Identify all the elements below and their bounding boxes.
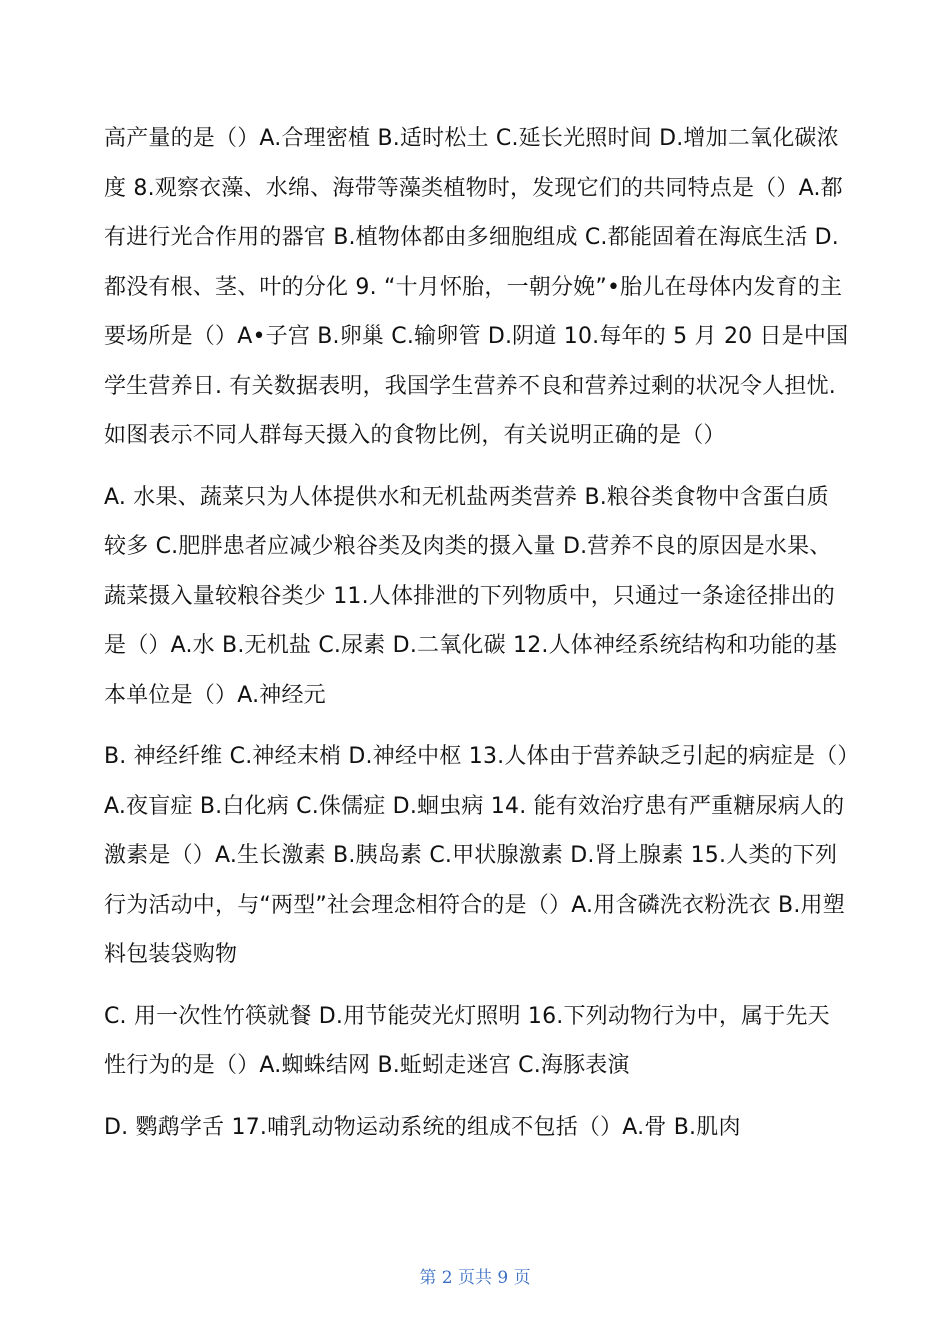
paragraph-4: C. 用一次性竹筷就餐 D.用节能荧光灯照明 16.下列动物行为中，属于先天性行为的是（）A.蜘蛛结网 B.蚯蚓走迷宫 C.海豚表演 — [104, 1003, 830, 1078]
page-number-footer: 第 2 页共 9 页 — [419, 1268, 531, 1288]
paragraph-1: 高产量的是（）A.合理密植 B.适时松土 C.延长光照时间 D.增加二氧化碳浓度 8.观察衣藻、水绵、海带等藻类植物时，发现它们的共同特点是（）A.都有进行光合作用的器官 B.植物体都由多细胞组成 C.都能固着在海底生活 D.都没有根、茎、叶的分化 9. “十月怀胎，一朝分娩”•胎儿在母体内发育的主要场所是（）A•子宫 B.卵巢 C.输卵管 D.阴道 10.每年的 5 月 20 日是中国学生营养日. 有关数据表明，我国学生营养不良和营养过剩的状况令人担忧. 如图表示不同人群每天摄入的食物比例，有关说明正确的是（） — [104, 126, 849, 448]
paragraph-5: D. 鹦鹉学舌 17.哺乳动物运动系统的组成不包括（）A.骨 B.肌肉 — [104, 1114, 741, 1140]
page-body — [104, 114, 850, 1164]
paragraph-2: A. 水果、蔬菜只为人体提供水和无机盐两类营养 B.粮谷类食物中含蛋白质较多 C.肥胖患者应减少粮谷类及肉类的摄入量 D.营养不良的原因是水果、蔬菜摄入量较粮谷类少 11.人体排泄的下列物质中，只通过一条途径排出的是（）A.水 B.无机盐 C.尿素 D.二氧化碳 12.人体神经系统结构和功能的基本单位是（）A.神经元 — [104, 484, 838, 708]
paragraph-3: B. 神经纤维 C.神经末梢 D.神经中枢 13.人体由于营养缺乏引起的病症是（）A.夜盲症 B.白化病 C.侏儒症 D.蛔虫病 14. 能有效治疗患有严重糖尿病人的激素是（）A.生长激素 B.胰岛素 C.甲状腺激素 D.肾上腺素 15.人类的下列行为活动中，与“两型”社会理念相符合的是（）A.用含磷洗衣粉洗衣 B.用塑料包装袋购物 — [104, 744, 849, 967]
